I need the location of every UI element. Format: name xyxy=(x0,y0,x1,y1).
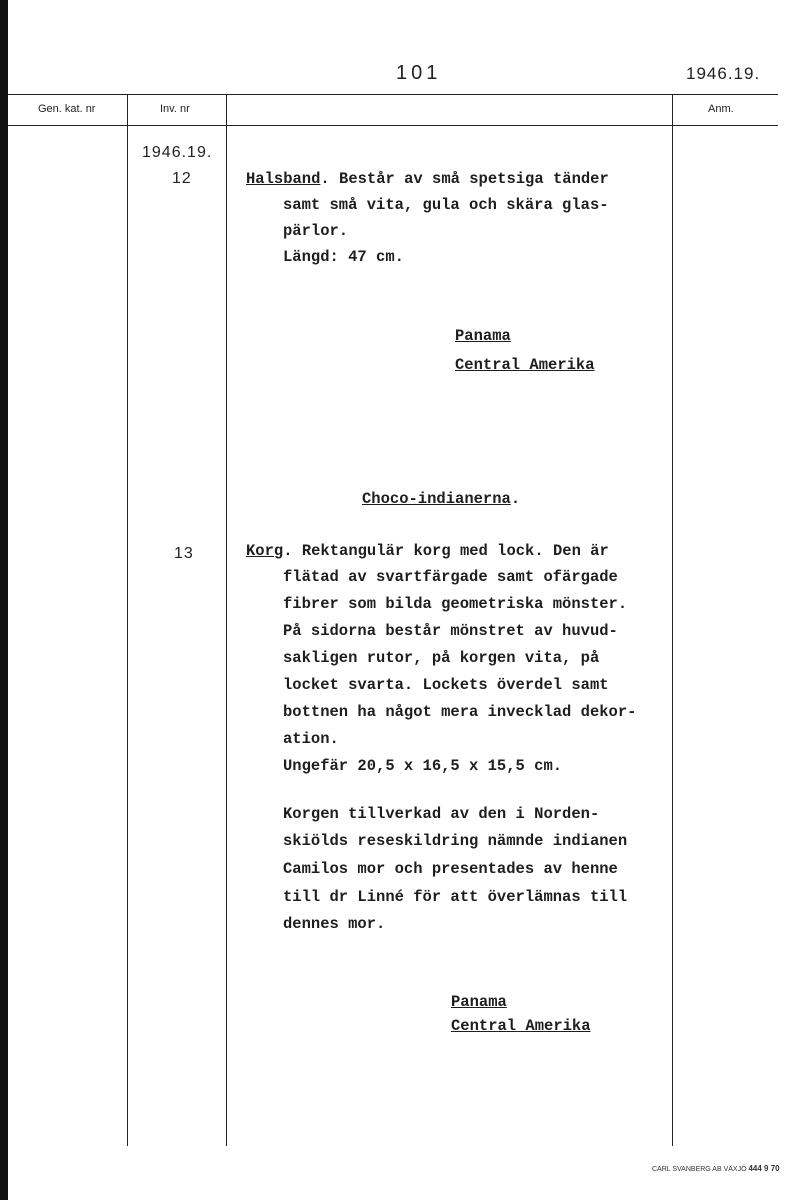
group-heading-suffix: . xyxy=(510,490,521,508)
column-header-anm: Anm. xyxy=(708,103,734,115)
column-rule-desc-anm xyxy=(672,94,673,1146)
entry-place: Panama xyxy=(451,993,507,1011)
entry-title: Korg xyxy=(246,542,284,560)
entry-first-line-text: . Består av små spetsiga tänder xyxy=(320,170,609,188)
page-left-edge xyxy=(0,0,8,1200)
entry-note-line: Camilos mor och presentades av henne xyxy=(283,860,618,878)
entry-region: Central Amerika xyxy=(455,356,595,374)
entry-line: locket svarta. Lockets överdel samt xyxy=(283,676,609,694)
entry-note-line: Korgen tillverkad av den i Norden- xyxy=(283,805,600,823)
column-header-inv: Inv. nr xyxy=(160,103,190,115)
entry-line: bottnen ha något mera invecklad dekor- xyxy=(283,703,637,721)
catalog-number: 1946.19. xyxy=(686,64,761,83)
group-heading xyxy=(362,486,520,512)
form-code: 444 9 70 xyxy=(748,1164,780,1173)
entry-title: Halsband xyxy=(246,170,321,188)
entry-first-line xyxy=(246,166,609,192)
group-heading-text: Choco-indianerna xyxy=(362,490,511,508)
entry-line: Längd: 47 cm. xyxy=(283,248,404,266)
printer-imprint xyxy=(652,1164,780,1173)
entry-line: flätad av svartfärgade samt ofärgade xyxy=(283,568,618,586)
page-number: 101 xyxy=(396,62,442,84)
column-header-gen-kat: Gen. kat. nr xyxy=(38,103,96,115)
entry-line: samt små vita, gula och skära glas- xyxy=(283,196,609,214)
entry-region: Central Amerika xyxy=(451,1017,591,1035)
header-bottom-rule xyxy=(8,125,778,126)
entry-inv-number: 12 xyxy=(172,170,192,187)
entry-line: Ungefär 20,5 x 16,5 x 15,5 cm. xyxy=(283,757,563,775)
entry-note-line: till dr Linné för att överlämnas till xyxy=(283,888,628,906)
entry-line: fibrer som bilda geometriska mönster. xyxy=(283,595,628,613)
printer-name: CARL SVANBERG AB VÄXJÖ xyxy=(652,1166,747,1173)
entry-note-line: skiölds reseskildring nämnde indianen xyxy=(283,832,628,850)
column-rule-inv-desc xyxy=(226,94,227,1146)
entry-place: Panama xyxy=(455,327,511,345)
entry-line: pärlor. xyxy=(283,222,349,240)
entry-first-line-text: . Rektangulär korg med lock. Den är xyxy=(283,542,609,560)
header-top-rule xyxy=(8,94,778,95)
entry-inv-number: 13 xyxy=(174,545,194,562)
column-rule-gen-inv xyxy=(127,94,128,1146)
entry-note-line: dennes mor. xyxy=(283,915,386,933)
entry-first-line xyxy=(246,538,609,564)
entry-line: ation. xyxy=(283,730,339,748)
entry-line: sakligen rutor, på korgen vita, på xyxy=(283,649,600,667)
entry-line: På sidorna består mönstret av huvud- xyxy=(283,622,618,640)
entry-series-number: 1946.19. xyxy=(142,144,213,161)
